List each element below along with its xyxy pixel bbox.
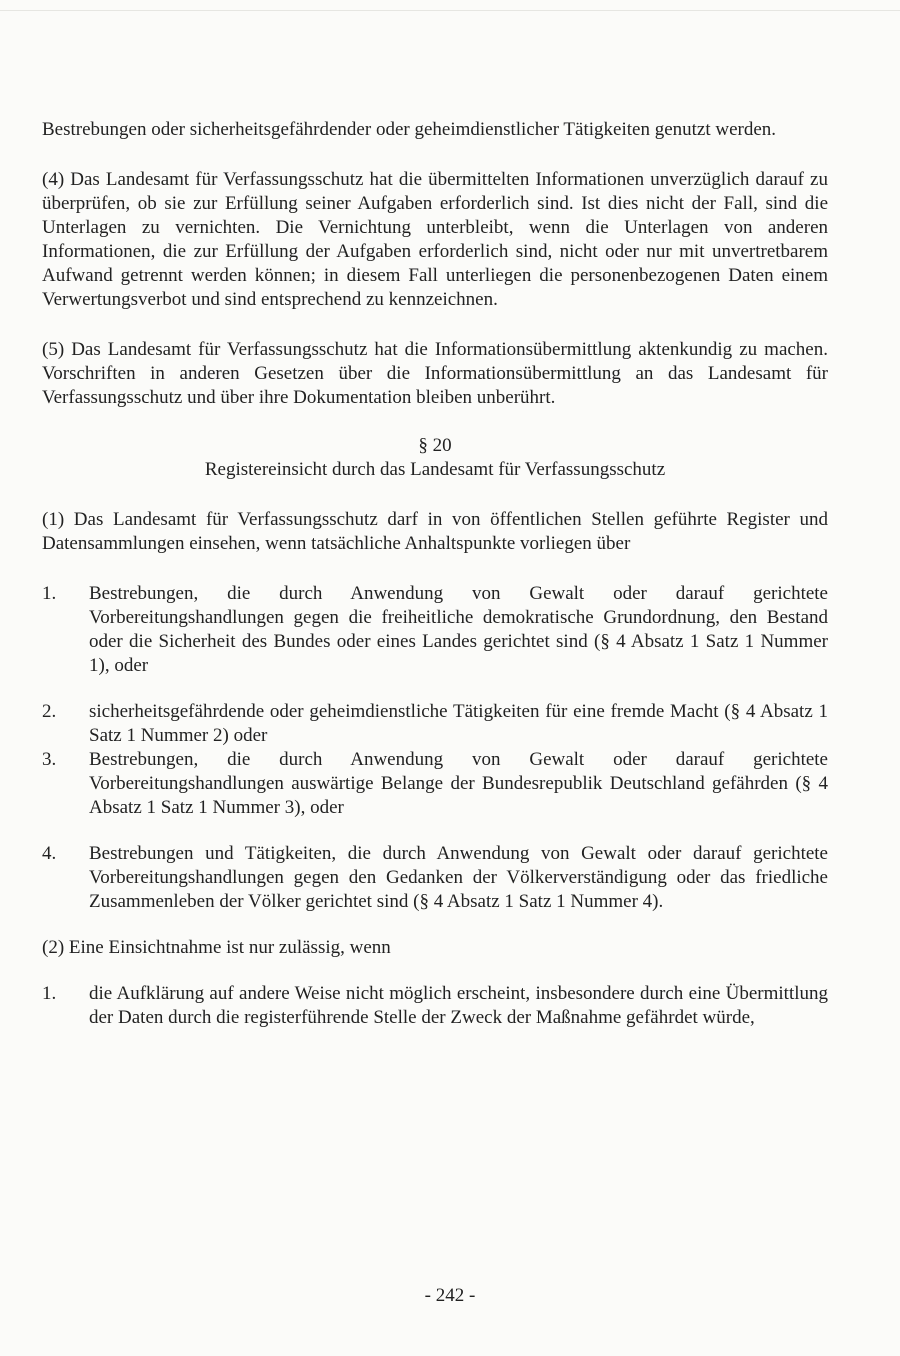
list-number: 2. xyxy=(42,701,57,722)
scan-edge-line xyxy=(0,10,900,11)
paragraph-5: (5) Das Landesamt für Verfassungsschutz hat die Informationsübermittlung aktenkundig zu machen. Vorschriften in anderen Gesetzen über die Informationsübermittlung an das Landesamt für Verfassungsschutz und über ihre Dokumentation bleiben unberührt. xyxy=(42,339,828,408)
paragraph-continuation: Bestrebungen oder sicherheitsgefährdender oder geheimdienstlicher Tätigkeiten genutzt werden. xyxy=(42,119,777,140)
list-text: sicherheitsgefährdende oder geheimdienstliche Tätigkeiten für eine fremde Macht (§ 4 Absatz 1 Satz 1 Nummer 2) oder xyxy=(89,701,828,746)
list-item xyxy=(42,748,828,820)
document-body xyxy=(42,118,828,1030)
section-number: § 20 xyxy=(418,435,452,456)
page-number: - 242 - xyxy=(424,1285,476,1306)
list-item xyxy=(42,582,828,678)
paragraph-1-intro: (1) Das Landesamt für Verfassungsschutz darf in von öffentlichen Stellen geführte Register und Datensammlungen einsehen, wenn tatsächliche Anhaltspunkte vorliegen über xyxy=(42,509,828,554)
list-number: 1. xyxy=(42,583,57,604)
list-text: Bestrebungen, die durch Anwendung von Gewalt oder darauf gerichtete Vorbereitungshandlungen auswärtige Belange der Bundesrepublik Deutschland gefährden (§ 4 Absatz 1 Satz 1 Nummer 3), oder xyxy=(89,749,828,818)
list-text: die Aufklärung auf andere Weise nicht möglich erscheint, insbesondere durch eine Übermittlung der Daten durch die registerführende Stelle der Zweck der Maßnahme gefährdet würde, xyxy=(89,983,828,1028)
list-item xyxy=(42,982,828,1030)
list-text: Bestrebungen, die durch Anwendung von Gewalt oder darauf gerichtete Vorbereitungshandlungen gegen die freiheitliche demokratische Grundordnung, den Bestand oder die Sicherheit des Bundes oder eines Landes gerichtet sind (§ 4 Absatz 1 Satz 1 Nummer 1), oder xyxy=(89,583,828,676)
list-text: Bestrebungen und Tätigkeiten, die durch Anwendung von Gewalt oder darauf gerichtete Vorbereitungshandlungen gegen den Gedanken der Völkerverständigung oder das friedliche Zusammenleben der Völker gerichtet sind (§ 4 Absatz 1 Satz 1 Nummer 4). xyxy=(89,843,828,912)
list-number: 1. xyxy=(42,983,57,1004)
list-number: 4. xyxy=(42,843,57,864)
list-item xyxy=(42,700,828,748)
section-title: Registereinsicht durch das Landesamt für Verfassungsschutz xyxy=(204,459,666,480)
paragraph-2-intro: (2) Eine Einsichtnahme ist nur zulässig, wenn xyxy=(42,937,391,958)
list-item xyxy=(42,842,828,914)
list-number: 3. xyxy=(42,749,57,770)
paragraph-4: (4) Das Landesamt für Verfassungsschutz hat die übermittelten Informationen unverzüglich darauf zu überprüfen, ob sie zur Erfüllung seiner Aufgaben erforderlich sind. Ist dies nicht der Fall, sind die Unterlagen zu vernichten. Die Vernichtung unterbleibt, wenn die Unterlagen von anderen Informationen, die zur Erfüllung der Aufgaben erforderlich sind, nicht oder nur mit unvertretbarem Aufwand getrennt werden können; in diesem Fall unterliegen die personenbezogenen Daten einem Verwertungsverbot und sind entsprechend zu kennzeichnen. xyxy=(42,169,828,310)
